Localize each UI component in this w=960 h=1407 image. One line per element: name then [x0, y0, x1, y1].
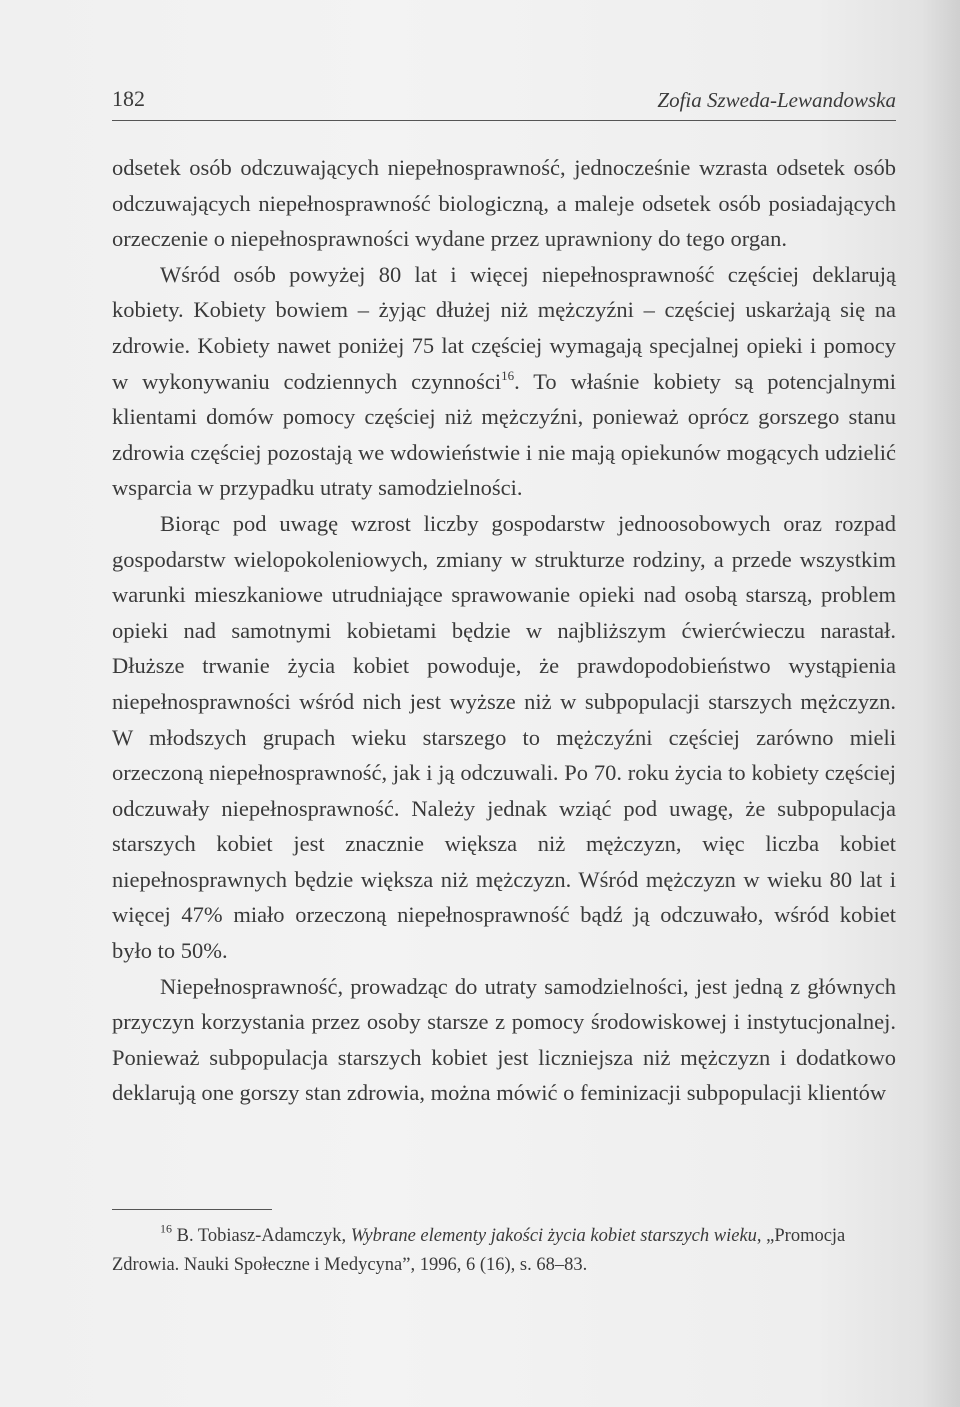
paragraph-2	[112, 257, 896, 506]
page-number: 182	[112, 86, 145, 111]
footnote-source: , „Promocja Zdrowia. Nauki Społeczne i Medycyna”, 1996, 6 (16), s. 68–83.	[112, 1226, 846, 1275]
main-text	[112, 150, 896, 1111]
page-header	[112, 86, 896, 121]
paragraph-4: Niepełnosprawność, prowadząc do utraty samodzielności, jest jedną z głównych przyczyn korzystania przez osoby starsze z pomocy środowiskowej i instytucjonalnej. Ponieważ subpopulacja starszych kobiet jest liczniejsza niż mężczyzn i dodatkowo deklarują one gorszy stan zdrowia, można mówić o feminizacji subpopulacji klientów	[112, 973, 896, 1106]
footnote-number: 16	[160, 1221, 172, 1236]
paragraph-2-text-a: Wśród osób powyżej 80 lat i więcej niepełnosprawność częściej deklarują kobiety. Kobiety bowiem – żyjąc dłużej niż mężczyźni – częściej uskarżają się na zdrowie. Kobiety nawet poniżej 75 lat częściej wymagają specjalnej opieki i pomocy w wykonywaniu codziennych czynności	[112, 261, 896, 394]
paragraph-1-text: odsetek osób odczuwających niepełnosprawność, jednocześnie wzrasta odsetek osób odczuwających niepełnosprawność biologiczną, a maleje odsetek osób posiadających orzeczenie o niepełnosprawności wydane przez uprawniony do tego organ.	[112, 155, 896, 252]
footnote-reference[interactable]: 16	[501, 367, 515, 383]
running-head-author: Zofia Szweda-Lewandowska	[657, 88, 896, 112]
paragraph-3: Biorąc pod uwagę wzrost liczby gospodarstw jednoosobowych oraz rozpad gospodarstw wielopokoleniowych, zmiany w strukturze rodziny, a przede wszystkim warunki mieszkaniowe utrudniające sprawowanie opieki nad osobą starszą, problem opieki nad samotnymi kobietami będzie w najbliższym ćwierćwieczu narastał. Dłuższe trwanie życia kobiet powoduje, że prawdopodobieństwo wystąpienia niepełnosprawności wśród nich jest wyższe niż w subpopulacji starszych mężczyzn. W młodszych grupach wieku starszego to mężczyźni częściej zarówno mieli orzeczoną niepełnosprawność, jak i ją odczuwali. Po 70. roku życia to kobiety częściej odczuwały niepełnosprawność. Należy jednak wziąć pod uwagę, że subpopulacja starszych kobiet jest znacznie większa niż mężczyzn, więc liczba kobiet niepełnosprawnych będzie większa niż mężczyzn. Wśród mężczyzn w wieku 80 lat i więcej 47% miało orzeczoną niepełnosprawność bądź ją odczuwało, wśród kobiet było to 50%.	[112, 510, 896, 964]
paragraph-1	[112, 150, 896, 257]
footnote-author: B. Tobiasz-Adamczyk,	[172, 1226, 351, 1246]
paragraph-2-text-b: . To właśnie kobiety są potencjalnymi klientami domów pomocy częściej niż mężczyźni, ponieważ oprócz gorszego stanu zdrowia częściej pozostają we wdowieństwie i nie mają opiekunów mogących udzielić wsparcia w przypadku utraty samodzielności.	[112, 368, 896, 501]
footnote-16	[112, 1222, 896, 1280]
footnote-divider	[112, 1209, 272, 1210]
footnote-title: Wybrane elementy jakości życia kobiet starszych wieku	[350, 1226, 757, 1246]
footnotes	[112, 1222, 896, 1280]
